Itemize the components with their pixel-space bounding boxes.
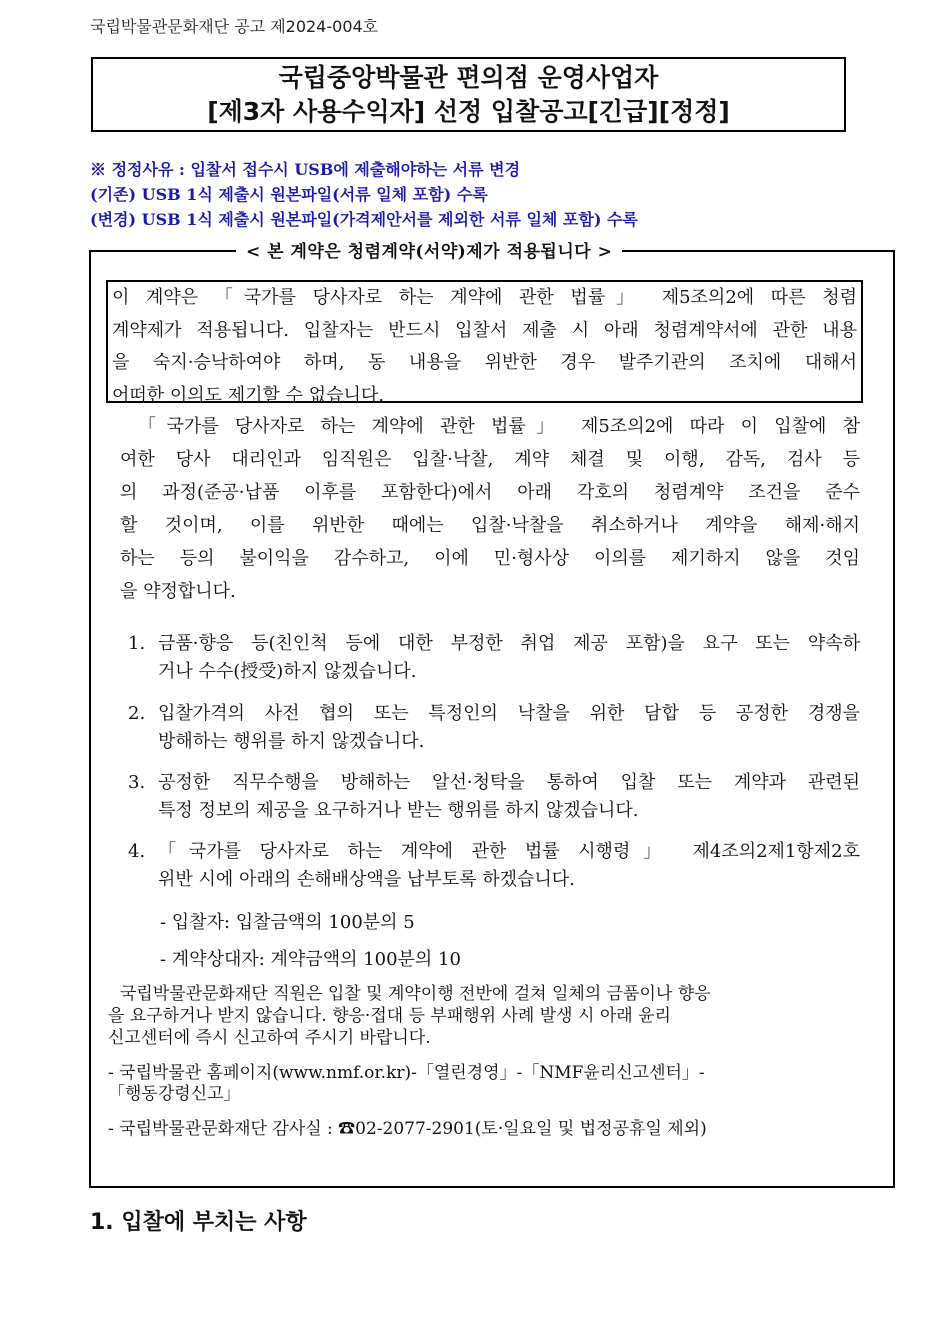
integrity-summary-box bbox=[106, 280, 863, 406]
homepage-report-path: 「행동강령신고」 bbox=[108, 1084, 241, 1104]
item-number: 2. bbox=[128, 703, 146, 724]
summary-line: 이 계약은 「국가를 당사자로 하는 계약에 관한 법률」 제5조의2에 따른 청렴 bbox=[112, 287, 857, 308]
correction-notice bbox=[90, 157, 638, 232]
item-number: 4. bbox=[128, 841, 146, 862]
item-text: 입찰가격의 사전 협의 또는 특정인의 낙찰을 위한 담합 등 공정한 경쟁을 bbox=[158, 703, 860, 724]
pledge-item bbox=[128, 838, 860, 894]
paragraph-line: 「국가를 당사자로 하는 계약에 관한 법률」 제5조의2에 따라 이 입찰에 참 bbox=[138, 416, 860, 437]
item-text: 공정한 직무수행을 방해하는 알선·청탁을 통하여 입찰 또는 계약과 관련된 bbox=[158, 772, 860, 793]
notice-number: 국립박물관문화재단 공고 제2024-004호 bbox=[90, 17, 379, 36]
paragraph-line: 의 과정(준공·납품 이후를 포함한다)에서 아래 각호의 청렴계약 조건을 준수 bbox=[120, 482, 860, 503]
summary-line: 어떠한 이의도 제기할 수 없습니다. bbox=[112, 384, 385, 406]
audit-office-contact: - 국립박물관문화재단 감사실 : ☎02-2077-2901(토·일요일 및 법정공휴일 제외) bbox=[108, 1119, 707, 1139]
pledge-item bbox=[128, 769, 860, 825]
section-heading: 1. 입찰에 부치는 사항 bbox=[90, 1210, 307, 1235]
paragraph-line: 여한 당사 대리인과 임직원은 입찰·낙찰, 계약 체결 및 이행, 감독, 검사 등 bbox=[120, 449, 860, 470]
title-line: 국립중앙박물관 편의점 운영사업자 bbox=[278, 63, 659, 92]
pledge-item bbox=[128, 630, 860, 686]
summary-line: 을 숙지·승낙하여야 하며, 동 내용을 위반한 경우 발주기관의 조치에 대해서 bbox=[112, 352, 857, 373]
summary-line: 계약제가 적용됩니다. 입찰자는 반드시 입찰서 제출 시 아래 청렴계약서에 관한 내용 bbox=[112, 319, 857, 341]
report-paragraph bbox=[108, 983, 848, 1049]
report-line: 국립박물관문화재단 직원은 입찰 및 계약이행 전반에 걸쳐 일체의 금품이나 향응 bbox=[120, 984, 711, 1004]
pledge-item bbox=[128, 700, 860, 756]
correction-before: (기존) USB 1식 제출시 원본파일(서류 일체 포함) 수록 bbox=[90, 185, 488, 204]
item-text: 특정 정보의 제공을 요구하거나 받는 행위를 하지 않겠습니다. bbox=[158, 800, 639, 821]
correction-reason: ※ 정정사유 : 입찰서 접수시 USB에 제출해야하는 서류 변경 bbox=[90, 160, 521, 179]
title-line: [제3자 사용수익자] 선정 입찰공고[긴급][정정] bbox=[207, 97, 730, 126]
correction-after: (변경) USB 1식 제출시 원본파일(가격제안서를 제외한 서류 일체 포함) 수록 bbox=[90, 210, 638, 229]
paragraph-line: 하는 등의 불이익을 감수하고, 이에 민·형사상 이의를 제기하지 않을 것임 bbox=[120, 548, 860, 569]
paragraph-line: 할 것이며, 이를 위반한 때에는 입찰·낙찰을 취소하거나 계약을 해제·해지 bbox=[120, 515, 860, 536]
integrity-pledge-heading: < 본 계약은 청렴계약(서약)제가 적용됩니다 > bbox=[236, 237, 622, 262]
homepage-report-path: - 국립박물관 홈페이지(www.nmf.or.kr)-「열린경영」-「NMF윤리신고센터」- bbox=[108, 1063, 705, 1083]
damages-contractor: - 계약상대자: 계약금액의 100분의 10 bbox=[160, 949, 461, 970]
item-text: 「국가를 당사자로 하는 계약에 관한 법률 시행령」 제4조의2제1항제2호 bbox=[158, 841, 860, 862]
pledge-paragraph bbox=[120, 410, 860, 608]
item-number: 1. bbox=[128, 633, 146, 654]
item-text: 거나 수수(授受)하지 않겠습니다. bbox=[158, 661, 417, 682]
item-text: 금품·향응 등(친인척 등에 대한 부정한 취업 제공 포함)을 요구 또는 약속하 bbox=[158, 633, 860, 654]
report-line: 신고센터에 즉시 신고하여 주시기 바랍니다. bbox=[108, 1028, 431, 1048]
announcement-title bbox=[91, 57, 846, 132]
item-number: 3. bbox=[128, 772, 146, 793]
report-line: 을 요구하거나 받지 않습니다. 향응·접대 등 부패행위 사례 발생 시 아래 윤리 bbox=[108, 1006, 671, 1026]
damages-bidder: - 입찰자: 입찰금액의 100분의 5 bbox=[160, 912, 415, 933]
item-text: 방해하는 행위를 하지 않겠습니다. bbox=[158, 731, 425, 752]
paragraph-line: 을 약정합니다. bbox=[120, 581, 236, 602]
item-text: 위반 시에 아래의 손해배상액을 납부토록 하겠습니다. bbox=[158, 869, 575, 890]
